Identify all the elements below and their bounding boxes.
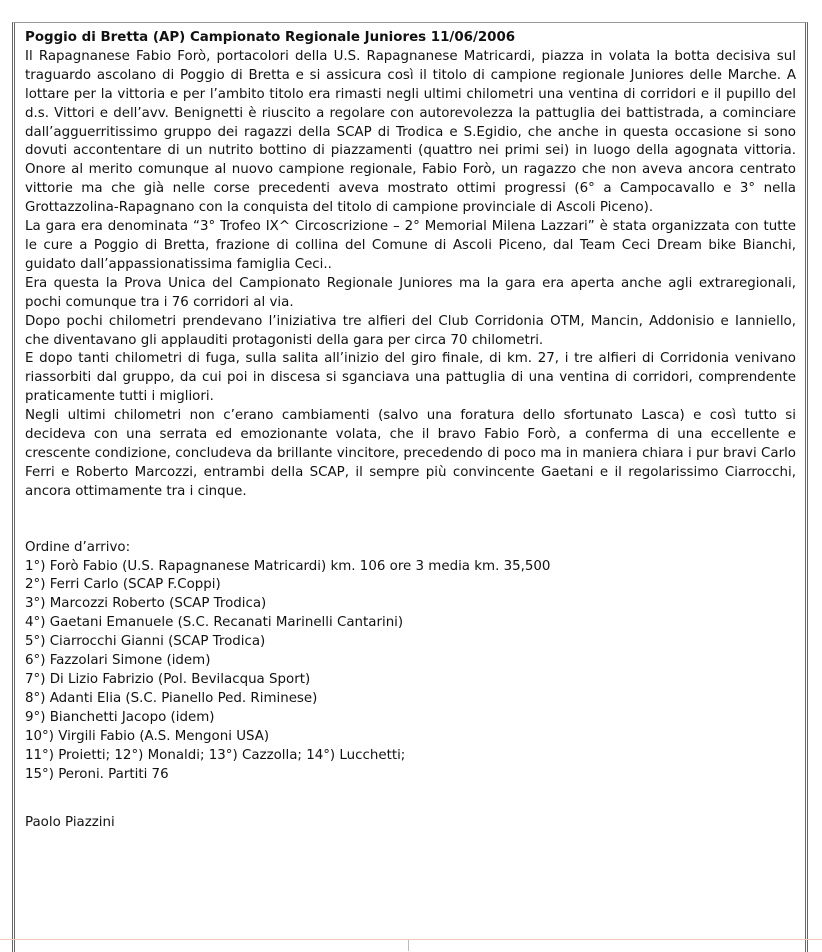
author-signature: Paolo Piazzini bbox=[25, 815, 115, 831]
paragraph: E dopo tanti chilometri di fuga, sulla salita all’inizio del giro finale, di km. 27, i tre alfieri di Corridonia venivano riassorbiti dal gruppo, da cui poi in discesa si sganciava una pattuglia di una ventina di corridori, comprendente praticamente tutti i migliori. bbox=[25, 351, 796, 405]
result-line: 15°) Peroni. Partiti 76 bbox=[25, 766, 169, 782]
paragraph: Il Rapagnanese Fabio Forò, portacolori della U.S. Rapagnanese Matricardi, piazza in volata la botta decisiva sul traguardo ascolano di Poggio di Bretta e si assicura così il titolo di campione regionale Juniores delle Marche. A lottare per la vittoria e per l’ambito titolo era rimasti negli ultimi chilometri una ventina di corridori e il pupillo del d.s. Vittori e dell’avv. Benignetti è riuscito a regolare con autorevolezza la pattuglia dei battistrada, a cominciare dall’agguerritissimo gruppo dei ragazzi della SCAP di Trodica e S.Egidio, che anche in questa occasione si sono dovuti accontentare di un nutrito bottino di piazzamenti (quattro nei primi sei) in luogo della agognata vittoria. Onore al merito comunque al nuovo campione regionale, Fabio Forò, un ragazzo che non aveva ancora centrato vittorie ma che già nelle corse precedenti aveva mostrato ottimi progressi (6° a Campocavallo e 3° nella Grottazzolina-Rapagnano con la conquista del titolo di campione provinciale di Ascoli Piceno). bbox=[25, 48, 796, 216]
result-line: 1°) Forò Fabio (U.S. Rapagnanese Matricardi) km. 106 ore 3 media km. 35,500 bbox=[25, 558, 551, 574]
page-bottom-rule bbox=[0, 939, 822, 940]
result-line: 10°) Virgili Fabio (A.S. Mengoni USA) bbox=[25, 728, 270, 744]
document-body bbox=[25, 29, 796, 833]
result-line: 2°) Ferri Carlo (SCAP F.Coppi) bbox=[25, 577, 221, 593]
article-title: Poggio di Bretta (AP) Campionato Regionale Juniores 11/06/2006 bbox=[25, 30, 516, 45]
page-bottom-tick bbox=[408, 940, 409, 951]
result-line: 8°) Adanti Elia (S.C. Pianello Ped. Riminese) bbox=[25, 690, 318, 706]
result-line: 5°) Ciarrocchi Gianni (SCAP Trodica) bbox=[25, 634, 266, 650]
result-line: 7°) Di Lizio Fabrizio (Pol. Bevilacqua Sport) bbox=[25, 672, 311, 687]
result-line: 3°) Marcozzi Roberto (SCAP Trodica) bbox=[25, 596, 267, 612]
paragraph: Negli ultimi chilometri non c’erano cambiamenti (salvo una foratura dello sfortunato Lasca) e così tutto si decideva con una serrata ed emozionante volata, che il bravo Fabio Forò, a conferma di una eccellente e crescente condizione, concludeva da brillante vincitore, precedendo di poco ma in maniera chiara i pur bravi Carlo Ferri e Roberto Marcozzi, entrambi della SCAP, il sempre più convincente Gaetani e il regolarissimo Ciarrocchi, ancora ottimamente tra i cinque. bbox=[25, 408, 796, 499]
result-line: 6°) Fazzolari Simone (idem) bbox=[25, 653, 211, 669]
paragraph: Era questa la Prova Unica del Campionato Regionale Juniores ma la gara era aperta anche agli extraregionali, pochi comunque tra i 76 corridori al via. bbox=[25, 275, 796, 310]
result-line: 4°) Gaetani Emanuele (S.C. Recanati Marinelli Cantarini) bbox=[25, 615, 404, 631]
result-line: 9°) Bianchetti Jacopo (idem) bbox=[25, 709, 215, 725]
paragraph: Dopo pochi chilometri prendevano l’iniziativa tre alfieri del Club Corridonia OTM, Mancin, Addonisio e Ianniello, che diventavano gli applauditi protagonisti della gara per circa 70 chilometri. bbox=[25, 313, 796, 348]
results-heading: Ordine d’arrivo: bbox=[25, 539, 131, 555]
paragraph: La gara era denominata “3° Trofeo IX^ Circoscrizione – 2° Memorial Milena Lazzari” è stata organizzata con tutte le cure a Poggio di Bretta, frazione di collina del Comune di Ascoli Piceno, dal Team Ceci Dream bike Bianchi, guidato dall’appassionatissima famiglia Ceci.. bbox=[25, 219, 796, 272]
result-line: 11°) Proietti; 12°) Monaldi; 13°) Cazzolla; 14°) Lucchetti; bbox=[25, 747, 406, 763]
